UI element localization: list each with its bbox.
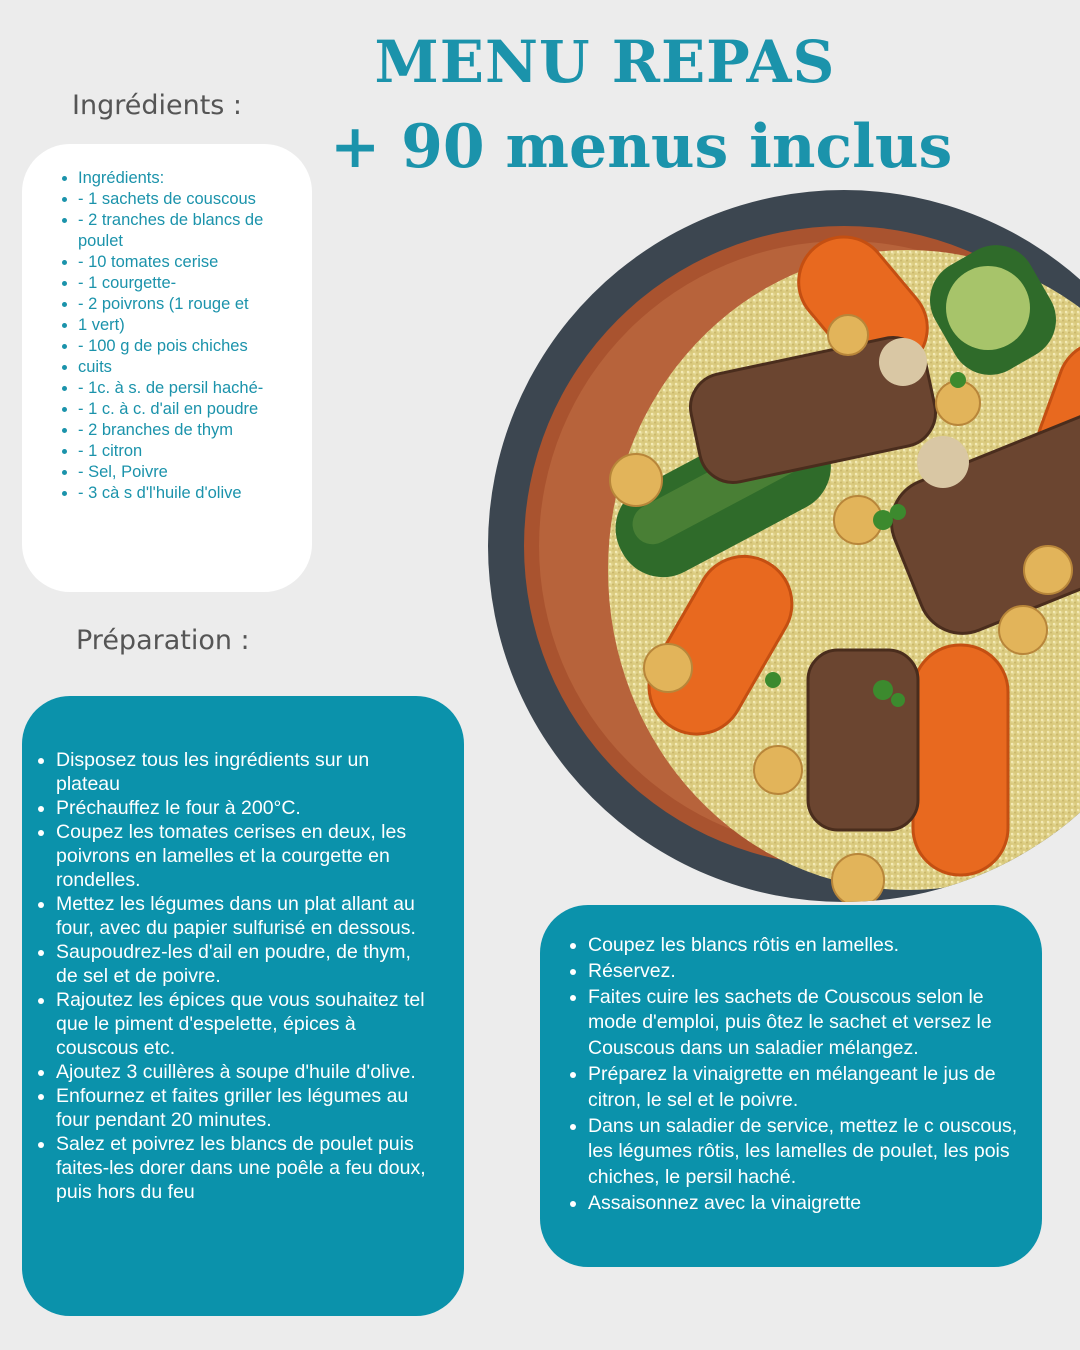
preparation-step: • Salez et poivrez les blancs de poulet puis faites-les dorer dans une poêle a feu doux, puis hors du feu xyxy=(56,1132,434,1204)
page-title: MENU REPAS xyxy=(374,28,836,96)
ingredient-item: • 1 vert) xyxy=(78,315,302,336)
ingredient-item: • - 3 cà s d'l'huile d'olive xyxy=(78,483,302,504)
ingredient-item: • - 10 tomates cerise xyxy=(78,252,302,273)
preparation-steps xyxy=(38,748,434,1204)
ingredient-item: • - 1 sachets de couscous xyxy=(78,189,302,210)
preparation-step: • Enfournez et faites griller les légumes au four pendant 20 minutes. xyxy=(56,1084,434,1132)
preparation-step: • Assaisonnez avec la vinaigrette xyxy=(588,1191,1030,1217)
ingredient-item: • - 1c. à s. de persil haché- xyxy=(78,378,302,399)
preparation-step: • Disposez tous les ingrédients sur un plateau xyxy=(56,748,434,796)
ingredients-card xyxy=(22,144,312,592)
preparation-heading: Préparation : xyxy=(76,625,250,656)
preparation-step: • Saupoudrez-les d'ail en poudre, de thym, de sel et de poivre. xyxy=(56,940,434,988)
preparation-steps-card xyxy=(540,905,1042,1267)
ingredient-item: • - 2 tranches de blancs de poulet xyxy=(78,210,302,252)
ingredient-item: • - 2 branches de thym xyxy=(78,420,302,441)
preparation-step: • Mettez les légumes dans un plat allant au four, avec du papier sulfurisé en dessous. xyxy=(56,892,434,940)
page-subtitle: + 90 menus inclus xyxy=(330,112,953,182)
ingredient-item: • - 1 citron xyxy=(78,441,302,462)
couscous-illustration xyxy=(488,190,1080,902)
ingredient-item: • - Sel, Poivre xyxy=(78,462,302,483)
ingredients-heading: Ingrédients : xyxy=(72,90,243,121)
preparation-steps-continued xyxy=(570,933,1030,1217)
ingredient-item: • - 2 poivrons (1 rouge et xyxy=(78,294,302,315)
preparation-step: • Réservez. xyxy=(588,959,1030,985)
ingredient-item: • - 1 courgette- xyxy=(78,273,302,294)
preparation-step: • Préchauffez le four à 200°C. xyxy=(56,796,434,820)
ingredient-item: • Ingrédients: xyxy=(78,168,302,189)
preparation-step: • Faites cuire les sachets de Couscous selon le mode d'emploi, puis ôtez le sachet et versez le Couscous dans un saladier mélangez. xyxy=(588,985,1030,1062)
preparation-step: • Dans un saladier de service, mettez le c ouscous, les légumes rôtis, les lamelles de poulet, les pois chiches, le persil haché. xyxy=(588,1114,1030,1191)
preparation-step: • Rajoutez les épices que vous souhaitez tel que le piment d'espelette, épices à couscous etc. xyxy=(56,988,434,1060)
ingredients-list xyxy=(62,168,302,504)
preparation-card xyxy=(22,696,464,1316)
ingredient-item: • cuits xyxy=(78,357,302,378)
ingredient-item: • - 100 g de pois chiches xyxy=(78,336,302,357)
preparation-step: • Préparez la vinaigrette en mélangeant le jus de citron, le sel et le poivre. xyxy=(588,1062,1030,1114)
preparation-step: • Coupez les tomates cerises en deux, les poivrons en lamelles et la courgette en rondelles. xyxy=(56,820,434,892)
preparation-step: • Coupez les blancs rôtis en lamelles. xyxy=(588,933,1030,959)
couscous-dish-image xyxy=(488,190,1080,902)
preparation-step: • Ajoutez 3 cuillères à soupe d'huile d'olive. xyxy=(56,1060,434,1084)
ingredient-item: • - 1 c. à c. d'ail en poudre xyxy=(78,399,302,420)
